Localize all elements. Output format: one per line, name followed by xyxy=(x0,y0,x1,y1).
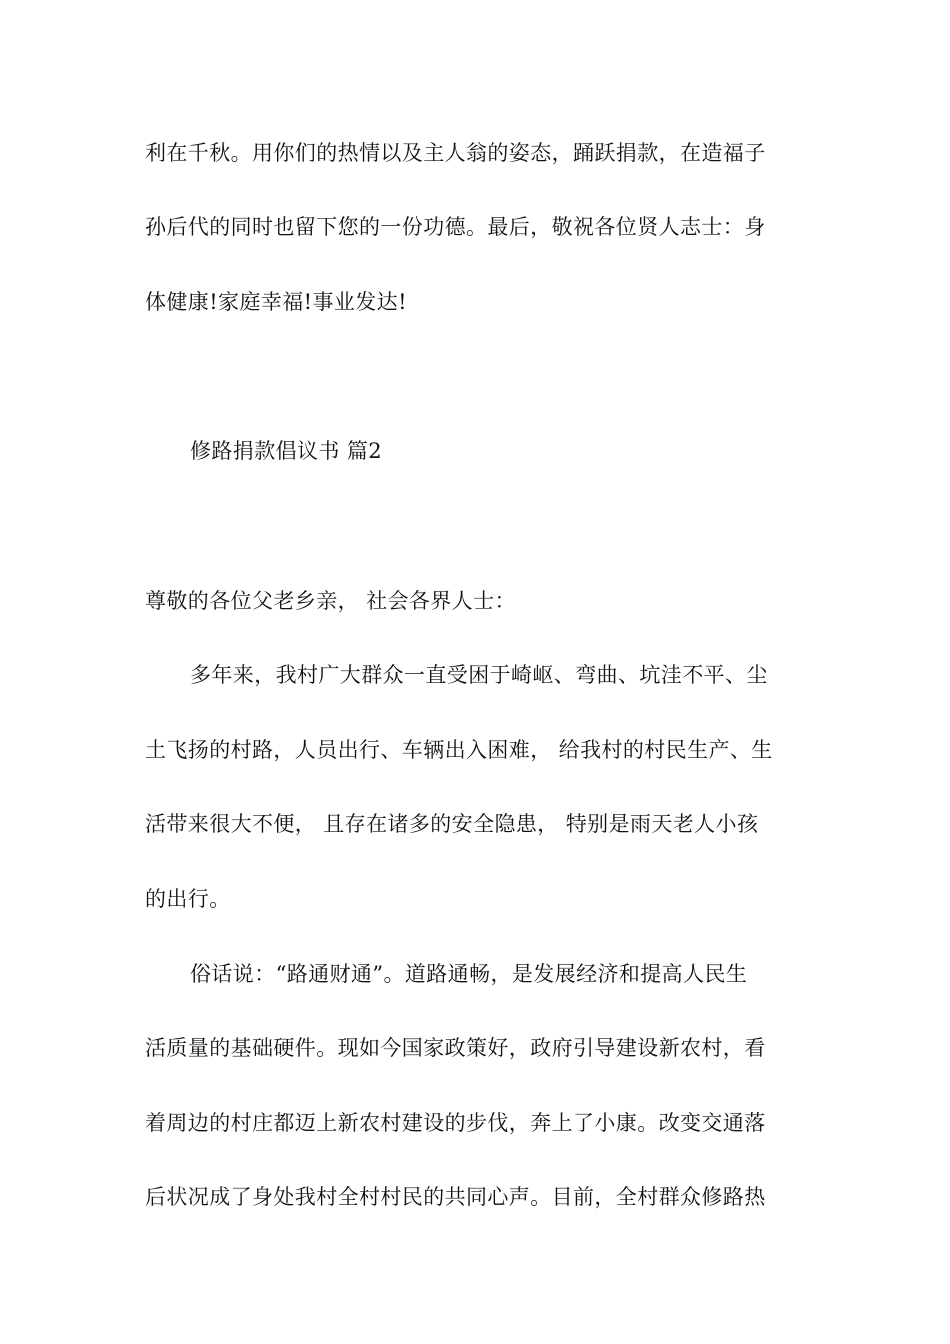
paragraph-1-line-1: 多年来，我村广大群众一直受困于崎岖、弯曲、坑洼不平、尘 xyxy=(190,663,768,687)
paragraph-1-line-4: 的出行。 xyxy=(145,887,231,911)
section-title: 修路捐款倡议书 篇2 xyxy=(190,439,383,463)
paragraph-1-line-3: 活带来很大不便， 且存在诸多的安全隐患， 特别是雨天老人小孩 xyxy=(145,812,759,836)
salutation: 尊敬的各位父老乡亲， 社会各界人士： xyxy=(145,589,516,613)
paragraph-intro-end-line-2: 孙后代的同时也留下您的一份功德。最后，敬祝各位贤人志士：身 xyxy=(145,215,766,239)
paragraph-2-line-1: 俗话说：“路通财通”。道路通畅，是发展经济和提高人民生 xyxy=(190,962,748,986)
paragraph-1-line-2: 土飞扬的村路，人员出行、车辆出入困难， 给我村的村民生产、生 xyxy=(145,738,773,762)
paragraph-2-line-4: 后状况成了身处我村全村村民的共同心声。目前，全村群众修路热 xyxy=(145,1185,766,1209)
paragraph-intro-end-line-3: 体健康!家庭幸福!事业发达! xyxy=(145,290,407,314)
paragraph-intro-end-line-1: 利在千秋。用你们的热情以及主人翁的姿态，踊跃捐款，在造福子 xyxy=(145,141,766,165)
paragraph-2-line-2: 活质量的基础硬件。现如今国家政策好，政府引导建设新农村，看 xyxy=(145,1036,766,1060)
paragraph-2-line-3: 着周边的村庄都迈上新农村建设的步伐，奔上了小康。改变交通落 xyxy=(145,1111,766,1135)
